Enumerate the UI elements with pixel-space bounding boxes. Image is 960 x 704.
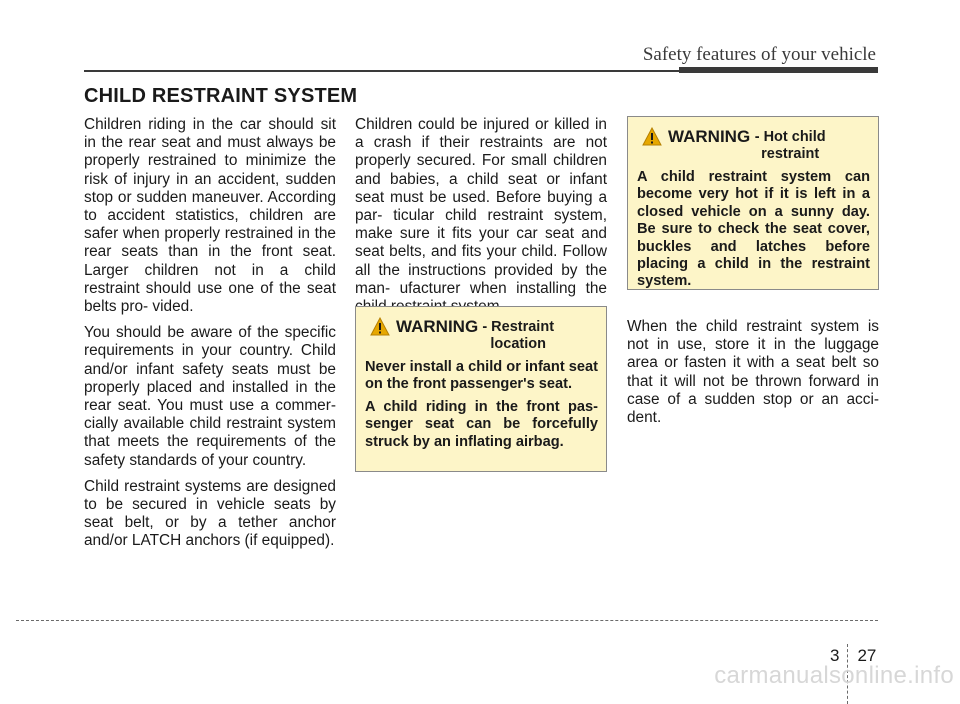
warning-subtitle: - Hot child restraint <box>754 129 826 162</box>
warning-subtitle: - Restraint location <box>482 319 555 352</box>
column-left <box>84 116 336 559</box>
warning-label: WARNING <box>668 127 751 146</box>
warning-triangle-icon <box>370 317 390 337</box>
warning-header <box>637 125 870 163</box>
watermark: carmanualsonline.info <box>714 662 954 689</box>
warning-box-hot-child-restraint <box>627 116 879 290</box>
header-rule-accent <box>679 67 878 73</box>
column-right <box>627 318 879 435</box>
warning-header <box>365 315 598 353</box>
body-paragraph: Children could be injured or killed in a crash if their restraints are not properly secured. For small children and babies, a child seat or infant seat must be used. Before buying a par- ticular child restraint system, make sure it fits your car seat and seat belts, and fits your child. Follow all the instructions provided by the man- ufacturer when installing the <box>355 116 607 297</box>
body-paragraph: You should be aware of the specific requirements in your country. Child and/or infant safety seats must be properly placed and installed in the rear seat. You must use a commer- cially available child restraint system that meets the requirements of the safety standards of your country. <box>84 324 336 469</box>
page-title: CHILD RESTRAINT SYSTEM <box>84 85 358 107</box>
warning-body <box>637 169 870 291</box>
body-paragraph: Children riding in the car should sit in the rear seat and must always be properly restrained to minimize the risk of injury in an accident, sudden stop or sudden maneuver. According to accident statistics, children are safer when properly restrained in the rear seats than in the front seat. Larger children not in a child restraint should use one of the seat belts pro- vided. <box>84 116 336 316</box>
warning-box-restraint-location <box>355 306 607 472</box>
warning-text: Never install a child or infant seat on the front passenger's seat. <box>365 359 598 393</box>
column-middle <box>355 116 607 324</box>
footer-rule <box>16 620 878 621</box>
warning-triangle-icon <box>642 127 662 147</box>
chapter-number: 3 <box>830 646 840 665</box>
body-paragraph: When the child restraint system is not in use, store it in the luggage area or fasten it with a seat belt so that it will not be thrown forward in case of a sudden stop or an acci- dent. <box>627 318 879 427</box>
warning-text: A child restraint system can become very hot if it is left in a closed vehicle on a sunny day. Be sure to check the seat cover, buckles and latches before placing a child in the restraint system. <box>637 169 870 290</box>
page-index: 27 <box>857 646 877 665</box>
section-header-title: Safety features of your vehicle <box>642 44 876 65</box>
body-paragraph: Child restraint systems are designed to be secured in vehicle seats by seat belt, or by a tether anchor and/or LATCH anchors (if equipped). <box>84 477 336 550</box>
warning-body <box>365 359 598 451</box>
warning-text: A child riding in the front pas- senger seat can be forcefully struck by an inflating airbag. <box>365 398 598 450</box>
header-rule <box>84 70 679 72</box>
warning-label: WARNING <box>396 317 479 336</box>
